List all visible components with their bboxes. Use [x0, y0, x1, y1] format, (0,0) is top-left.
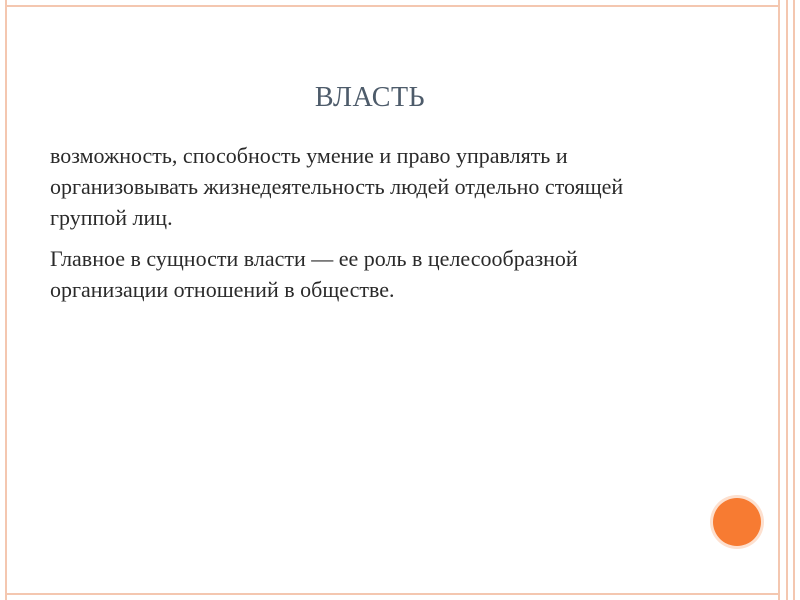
- slide-body: [50, 140, 690, 315]
- frame-line-top: [5, 5, 780, 7]
- body-paragraph-definition: возможность, способность умение и право управлять и организовывать жизнедеятельность людей отдельно стоящей группой лиц.: [50, 143, 624, 230]
- frame-line-right: [778, 0, 780, 600]
- frame-line-right-inner: [786, 0, 788, 600]
- decorative-circle-icon: [713, 498, 761, 546]
- slide-title: ВЛАСТЬ: [314, 82, 426, 113]
- frame-line-bottom: [5, 593, 780, 595]
- frame-line-right-edge: [793, 0, 795, 600]
- body-paragraph-essence: Главное в сущности власти — ее роль в целесообразной организации отношений в обществе.: [50, 246, 578, 302]
